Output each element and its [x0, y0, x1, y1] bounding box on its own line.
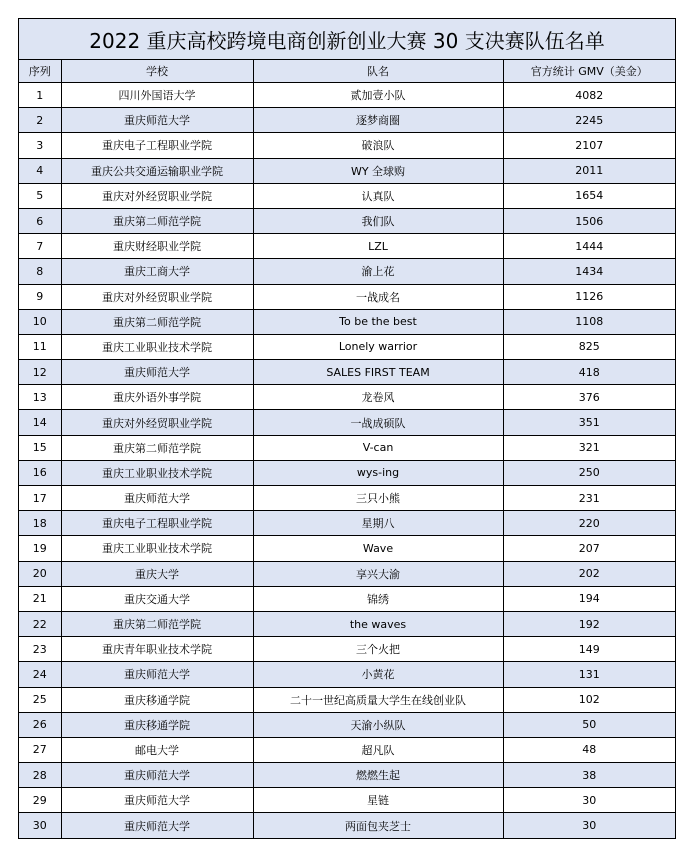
cell-team: 逐梦商圈 — [253, 108, 503, 133]
table-row — [19, 83, 675, 108]
cell-no: 11 — [19, 334, 61, 359]
cell-school: 四川外国语大学 — [61, 83, 253, 108]
table-row — [19, 234, 675, 259]
cell-no: 22 — [19, 611, 61, 636]
cell-team: 星期八 — [253, 511, 503, 536]
table-row — [19, 208, 675, 233]
cell-gmv: 321 — [503, 435, 675, 460]
cell-school: 重庆电子工程职业学院 — [61, 133, 253, 158]
table-row — [19, 637, 675, 662]
cell-team: 认真队 — [253, 183, 503, 208]
table-row — [19, 284, 675, 309]
table-row — [19, 360, 675, 385]
cell-no: 4 — [19, 158, 61, 183]
cell-gmv: 202 — [503, 561, 675, 586]
cell-no: 6 — [19, 208, 61, 233]
table-row — [19, 410, 675, 435]
cell-gmv: 2011 — [503, 158, 675, 183]
cell-school: 重庆交通大学 — [61, 586, 253, 611]
cell-school: 重庆师范大学 — [61, 763, 253, 788]
cell-team: 二十一世纪高质量大学生在线创业队 — [253, 687, 503, 712]
cell-school: 重庆工业职业技术学院 — [61, 334, 253, 359]
table-row — [19, 712, 675, 737]
cell-school: 重庆师范大学 — [61, 486, 253, 511]
header-school: 学校 — [61, 60, 253, 83]
cell-school: 重庆师范大学 — [61, 360, 253, 385]
cell-gmv: 194 — [503, 586, 675, 611]
cell-gmv: 1444 — [503, 234, 675, 259]
cell-no: 13 — [19, 385, 61, 410]
cell-no: 23 — [19, 637, 61, 662]
table-row — [19, 158, 675, 183]
cell-team: WY 全球购 — [253, 158, 503, 183]
table-row — [19, 133, 675, 158]
cell-gmv: 2245 — [503, 108, 675, 133]
cell-gmv: 1434 — [503, 259, 675, 284]
cell-team: 小黄花 — [253, 662, 503, 687]
cell-no: 28 — [19, 763, 61, 788]
cell-gmv: 207 — [503, 536, 675, 561]
cell-team: LZL — [253, 234, 503, 259]
finalist-list-sheet — [18, 18, 676, 839]
table-row — [19, 460, 675, 485]
cell-gmv: 231 — [503, 486, 675, 511]
cell-no: 8 — [19, 259, 61, 284]
cell-school: 重庆工业职业技术学院 — [61, 536, 253, 561]
cell-team: 燃燃生起 — [253, 763, 503, 788]
cell-no: 15 — [19, 435, 61, 460]
cell-school: 重庆工业职业技术学院 — [61, 460, 253, 485]
cell-team: 一战成硕队 — [253, 410, 503, 435]
cell-team: 超凡队 — [253, 737, 503, 762]
cell-school: 重庆财经职业学院 — [61, 234, 253, 259]
cell-gmv: 2107 — [503, 133, 675, 158]
cell-gmv: 192 — [503, 611, 675, 636]
cell-no: 9 — [19, 284, 61, 309]
cell-team: 三只小熊 — [253, 486, 503, 511]
cell-no: 26 — [19, 712, 61, 737]
cell-gmv: 48 — [503, 737, 675, 762]
header-no: 序列 — [19, 60, 61, 83]
cell-gmv: 825 — [503, 334, 675, 359]
cell-no: 18 — [19, 511, 61, 536]
cell-no: 20 — [19, 561, 61, 586]
cell-gmv: 220 — [503, 511, 675, 536]
cell-no: 21 — [19, 586, 61, 611]
cell-gmv: 376 — [503, 385, 675, 410]
cell-school: 重庆师范大学 — [61, 662, 253, 687]
cell-gmv: 1108 — [503, 309, 675, 334]
cell-no: 16 — [19, 460, 61, 485]
cell-school: 重庆师范大学 — [61, 108, 253, 133]
cell-school: 重庆师范大学 — [61, 788, 253, 813]
cell-team: 天渝小纵队 — [253, 712, 503, 737]
cell-no: 3 — [19, 133, 61, 158]
cell-gmv: 351 — [503, 410, 675, 435]
table-row — [19, 435, 675, 460]
cell-school: 重庆第二师范学院 — [61, 208, 253, 233]
cell-school: 重庆青年职业技术学院 — [61, 637, 253, 662]
cell-team: 三个火把 — [253, 637, 503, 662]
cell-gmv: 1506 — [503, 208, 675, 233]
cell-team: 渝上花 — [253, 259, 503, 284]
table-row — [19, 763, 675, 788]
cell-no: 29 — [19, 788, 61, 813]
cell-gmv: 30 — [503, 813, 675, 838]
finalist-table — [19, 60, 675, 839]
cell-team: Wave — [253, 536, 503, 561]
cell-team: 贰加壹小队 — [253, 83, 503, 108]
table-row — [19, 259, 675, 284]
table-row — [19, 662, 675, 687]
cell-gmv: 38 — [503, 763, 675, 788]
cell-gmv: 1654 — [503, 183, 675, 208]
cell-school: 重庆移通学院 — [61, 712, 253, 737]
cell-team: 我们队 — [253, 208, 503, 233]
table-body — [19, 83, 675, 839]
cell-school: 重庆移通学院 — [61, 687, 253, 712]
table-row — [19, 511, 675, 536]
cell-gmv: 149 — [503, 637, 675, 662]
sheet-title: 2022 重庆高校跨境电商创新创业大赛 30 支决赛队伍名单 — [19, 19, 675, 60]
cell-no: 10 — [19, 309, 61, 334]
cell-school: 邮电大学 — [61, 737, 253, 762]
table-row — [19, 611, 675, 636]
cell-school: 重庆外语外事学院 — [61, 385, 253, 410]
cell-gmv: 4082 — [503, 83, 675, 108]
cell-team: V-can — [253, 435, 503, 460]
table-row — [19, 536, 675, 561]
cell-gmv: 1126 — [503, 284, 675, 309]
cell-no: 5 — [19, 183, 61, 208]
cell-team: the waves — [253, 611, 503, 636]
cell-team: 两面包夹芝士 — [253, 813, 503, 838]
cell-school: 重庆公共交通运输职业学院 — [61, 158, 253, 183]
cell-team: 享兴大渝 — [253, 561, 503, 586]
cell-school: 重庆对外经贸职业学院 — [61, 410, 253, 435]
cell-school: 重庆第二师范学院 — [61, 309, 253, 334]
cell-team: Lonely warrior — [253, 334, 503, 359]
cell-no: 30 — [19, 813, 61, 838]
cell-school: 重庆师范大学 — [61, 813, 253, 838]
cell-school: 重庆对外经贸职业学院 — [61, 284, 253, 309]
table-row — [19, 813, 675, 838]
cell-no: 7 — [19, 234, 61, 259]
header-team: 队名 — [253, 60, 503, 83]
cell-team: 锦绣 — [253, 586, 503, 611]
cell-no: 27 — [19, 737, 61, 762]
table-row — [19, 561, 675, 586]
cell-team: 星链 — [253, 788, 503, 813]
table-row — [19, 183, 675, 208]
cell-gmv: 418 — [503, 360, 675, 385]
table-row — [19, 687, 675, 712]
cell-school: 重庆工商大学 — [61, 259, 253, 284]
cell-gmv: 50 — [503, 712, 675, 737]
table-row — [19, 788, 675, 813]
cell-no: 24 — [19, 662, 61, 687]
cell-team: SALES FIRST TEAM — [253, 360, 503, 385]
table-row — [19, 737, 675, 762]
cell-no: 25 — [19, 687, 61, 712]
table-row — [19, 309, 675, 334]
cell-team: 破浪队 — [253, 133, 503, 158]
cell-team: 龙卷风 — [253, 385, 503, 410]
cell-no: 1 — [19, 83, 61, 108]
cell-team: To be the best — [253, 309, 503, 334]
cell-team: 一战成名 — [253, 284, 503, 309]
cell-no: 17 — [19, 486, 61, 511]
cell-no: 14 — [19, 410, 61, 435]
cell-school: 重庆电子工程职业学院 — [61, 511, 253, 536]
cell-no: 2 — [19, 108, 61, 133]
cell-school: 重庆第二师范学院 — [61, 435, 253, 460]
table-row — [19, 486, 675, 511]
cell-no: 12 — [19, 360, 61, 385]
table-row — [19, 108, 675, 133]
table-row — [19, 586, 675, 611]
table-row — [19, 334, 675, 359]
cell-no: 19 — [19, 536, 61, 561]
cell-gmv: 102 — [503, 687, 675, 712]
cell-gmv: 250 — [503, 460, 675, 485]
cell-team: wys-ing — [253, 460, 503, 485]
table-row — [19, 385, 675, 410]
cell-school: 重庆大学 — [61, 561, 253, 586]
cell-school: 重庆第二师范学院 — [61, 611, 253, 636]
cell-school: 重庆对外经贸职业学院 — [61, 183, 253, 208]
header-gmv: 官方统计 GMV（美金） — [503, 60, 675, 83]
cell-gmv: 131 — [503, 662, 675, 687]
cell-gmv: 30 — [503, 788, 675, 813]
header-row — [19, 60, 675, 83]
